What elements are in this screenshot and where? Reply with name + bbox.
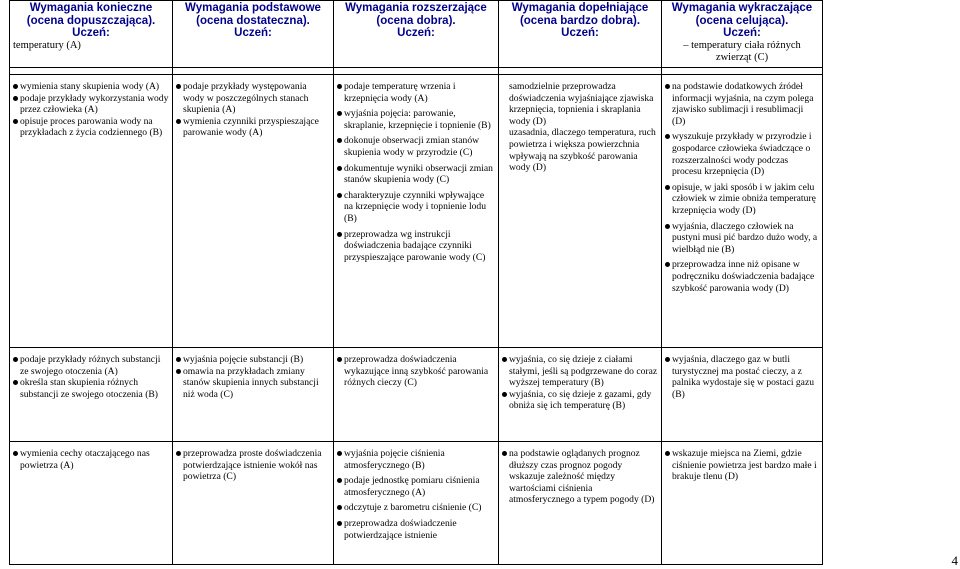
list-item: przeprowadza doświadczenia wykazujące inną szybkość parowania różnych cieczy (C) [337,354,495,389]
list-item: przeprowadza doświadczenie potwierdzające istnienie [337,518,495,541]
list-item: przeprowadza inne niż opisane w podręczniku doświadczenia badające szybkość parowania wody (D) [665,259,819,294]
list-item: dokumentuje wyniki obserwacji zmian stanów skupienia wody (C) [337,163,495,186]
list-item: wyjaśnia pojęcie ciśnienia atmosferycznego (B) [337,448,495,471]
list-item: wyjaśnia, dlaczego gaz w butli turystycznej ma postać cieczy, a z palnika wydostaje się w postaci gazu (B) [665,354,819,400]
list-item: dokonuje obserwacji zmian stanów skupienia wody w przyrodzie (C) [337,135,495,158]
list-item: wymienia stany skupienia wody (A) [13,81,169,93]
requirement-list [502,448,658,506]
list-item: omawia na przykładach zmiany stanów skupienia innych substancji niż woda (C) [176,366,330,401]
requirement-list [176,448,330,483]
list-item: na podstawie oglądanych prognoz dłuższy czas prognoz pogody wskazuje zależność między wartościami ciśnienia atmosferycznego a typem pogody (D) [502,448,658,506]
list-item: wymienia czynniki przyspieszające parowanie wody (A) [176,116,330,139]
requirement-list [176,354,330,400]
list-item: podaje temperaturę wrzenia i krzepnięcia wody (A) [337,81,495,104]
list-item: opisuje proces parowania wody na przykładach z życia codziennego (B) [13,116,169,139]
list-item: przeprowadza proste doświadczenia potwierdzające istnienie wokół nas powietrza (C) [176,448,330,483]
list-item: wyjaśnia, dlaczego człowiek na pustyni musi pić bardzo dużo wody, a wielbłąd nie (B) [665,221,819,256]
requirement-list [665,81,819,294]
list-item: podaje przykłady różnych substancji ze swojego otoczenia (A) [13,354,169,377]
table-row [10,75,823,348]
list-item: na podstawie dodatkowych źródeł informacji wyjaśnia, na czym polega zjawisko sublimacji i resublimacji (D) [665,81,819,127]
list-item: wyjaśnia pojęcie substancji (B) [176,354,330,366]
header-note-1: temperatury (A) [13,39,81,51]
requirement-list [13,81,169,139]
list-item: wyszukuje przykłady w przyrodzie i gospodarce człowieka świadczące o rozszerzalności wody podczas procesu krzepnięcia (D) [665,131,819,177]
list-item: określa stan skupienia różnych substancji ze swojego otoczenia (B) [13,377,169,400]
header-row [10,1,823,68]
list-item: samodzielnie przeprowadza doświadczenia wyjaśniające zjawiska krzepnięcia, topnienia i skraplania wody (D) [509,81,654,127]
list-item: odczytuje z barometru ciśnienie (C) [337,502,495,514]
header-cell-5: Wymagania wykraczające (ocena celująca). Uczeń: – temperatury ciała różnych zwierząt (C) [662,1,823,68]
header-cell-2: Wymagania podstawowe (ocena dostateczna). Uczeń: [173,1,334,68]
requirement-list [665,354,819,400]
requirement-list [337,81,495,263]
header-note-5: – temperatury ciała różnych zwierząt (C) [683,39,801,63]
header-cell-1: Wymagania konieczne (ocena dopuszczająca). Uczeń: temperatury (A) [10,1,173,68]
list-item: wyjaśnia, co się dzieje z gazami, gdy obniża się ich temperaturę (B) [502,389,658,412]
requirement-list [502,81,658,174]
list-item: uzasadnia, dlaczego temperatura, ruch powietrza i większa powierzchnia wpływają na szybkość parowania wody (D) [509,127,656,174]
requirement-list [13,354,169,400]
table-row [10,348,823,442]
requirements-table [9,0,823,565]
requirement-list [337,448,495,541]
list-item: podaje przykłady wykorzystania wody przez człowieka (A) [13,93,169,116]
requirement-list [337,354,495,389]
requirement-list [176,81,330,139]
list-item: opisuje, w jaki sposób i w jakim celu człowiek w zimie obniża temperaturę krzepnięcia wody (D) [665,182,819,217]
list-item: wyjaśnia pojęcia: parowanie, skraplanie, krzepnięcie i topnienie (B) [337,108,495,131]
page-number: 4 [951,553,958,568]
list-item: charakteryzuje czynniki wpływające na krzepnięcie wody i topnienie lodu (B) [337,190,495,225]
header-cell-3: Wymagania rozszerzające (ocena dobra). Uczeń: [334,1,499,68]
list-item: podaje przykłady występowania wody w poszczególnych stanach skupienia (A) [176,81,330,116]
requirement-list [13,448,169,471]
list-item: podaje jednostkę pomiaru ciśnienia atmosferycznego (A) [337,475,495,498]
requirement-list [502,354,658,412]
list-item: wyjaśnia, co się dzieje z ciałami stałymi, jeśli są podgrzewane do coraz wyższej temperatury (B) [502,354,658,389]
header-cell-4: Wymagania dopełniające (ocena bardzo dobra). Uczeń: [499,1,662,68]
list-item: wskazuje miejsca na Ziemi, gdzie ciśnienie powietrza jest bardzo małe i brakuje tlenu (D) [665,448,819,483]
list-item: przeprowadza wg instrukcji doświadczenia badające czynniki przyspieszające parowanie wody (C) [337,229,495,264]
table-row [10,442,823,565]
requirement-list [665,448,819,483]
list-item: wymienia cechy otaczającego nas powietrza (A) [13,448,169,471]
